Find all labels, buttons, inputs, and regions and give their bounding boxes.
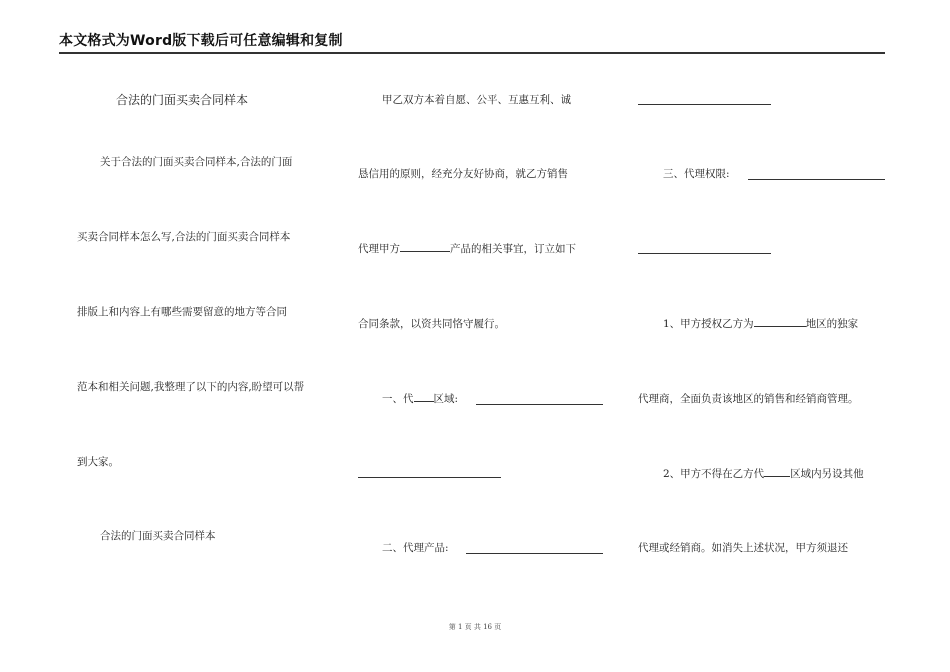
intro-line-2: 买卖合同样本怎么写,合法的门面买卖合同样本 — [77, 231, 291, 243]
clause-2 — [663, 467, 864, 481]
clause-2-suffix: 区域内另设其他 — [790, 468, 864, 480]
clause-2-prefix: 2、甲方不得在乙方代 — [663, 468, 765, 480]
col2-line-3b: 产品的相关事宜，订立如下 — [450, 243, 576, 255]
col2-line-3 — [358, 242, 576, 256]
blank-field — [754, 317, 806, 327]
item-1-suffix: 区域: — [433, 393, 459, 405]
item-3: 三、代理权限: — [663, 168, 730, 180]
col2-line-2: 恳信用的原则，经充分友好协商，就乙方销售 — [358, 168, 568, 180]
blank-field — [414, 392, 434, 402]
clause-1 — [663, 317, 858, 331]
col2-line-1: 甲乙双方本着自愿、公平、互惠互利、诚 — [382, 94, 571, 106]
blank-line — [748, 179, 885, 180]
blank-line — [638, 104, 771, 105]
doc-title: 合法的门面买卖合同样本 — [116, 93, 249, 107]
header-rule — [59, 52, 885, 54]
clause-2-line-2: 代理或经销商。如消失上述状况，甲方须退还 — [638, 542, 848, 554]
intro-line-3: 排版上和内容上有哪些需要留意的地方等合同 — [77, 306, 287, 318]
item-1-prefix: 一、代 — [382, 393, 414, 405]
document-header: 本文格式为Word版下载后可任意编辑和复制 — [59, 33, 343, 49]
intro-line-1: 关于合法的门面买卖合同样本,合法的门面 — [100, 156, 293, 168]
blank-field — [400, 242, 450, 252]
blank-line — [466, 553, 603, 554]
col2-line-3a: 代理甲方 — [358, 243, 400, 255]
page-number: 第 1 页 共 16 页 — [448, 623, 502, 631]
blank-line — [476, 404, 603, 405]
item-1 — [382, 392, 458, 406]
intro-line-5: 到大家。 — [77, 456, 119, 468]
section-subtitle: 合法的门面买卖合同样本 — [100, 530, 216, 542]
clause-1-prefix: 1、甲方授权乙方为 — [663, 318, 754, 330]
col2-line-4: 合同条款，以资共同恪守履行。 — [358, 318, 505, 330]
clause-1-suffix: 地区的独家 — [805, 318, 859, 330]
item-2: 二、代理产品: — [382, 542, 449, 554]
blank-line — [358, 477, 501, 478]
blank-line — [638, 253, 771, 254]
clause-1-line-2: 代理商，全面负责该地区的销售和经销商管理。 — [638, 393, 859, 405]
intro-line-4: 范本和相关问题,我整理了以下的内容,盼望可以帮 — [77, 381, 305, 393]
blank-field — [764, 467, 790, 477]
